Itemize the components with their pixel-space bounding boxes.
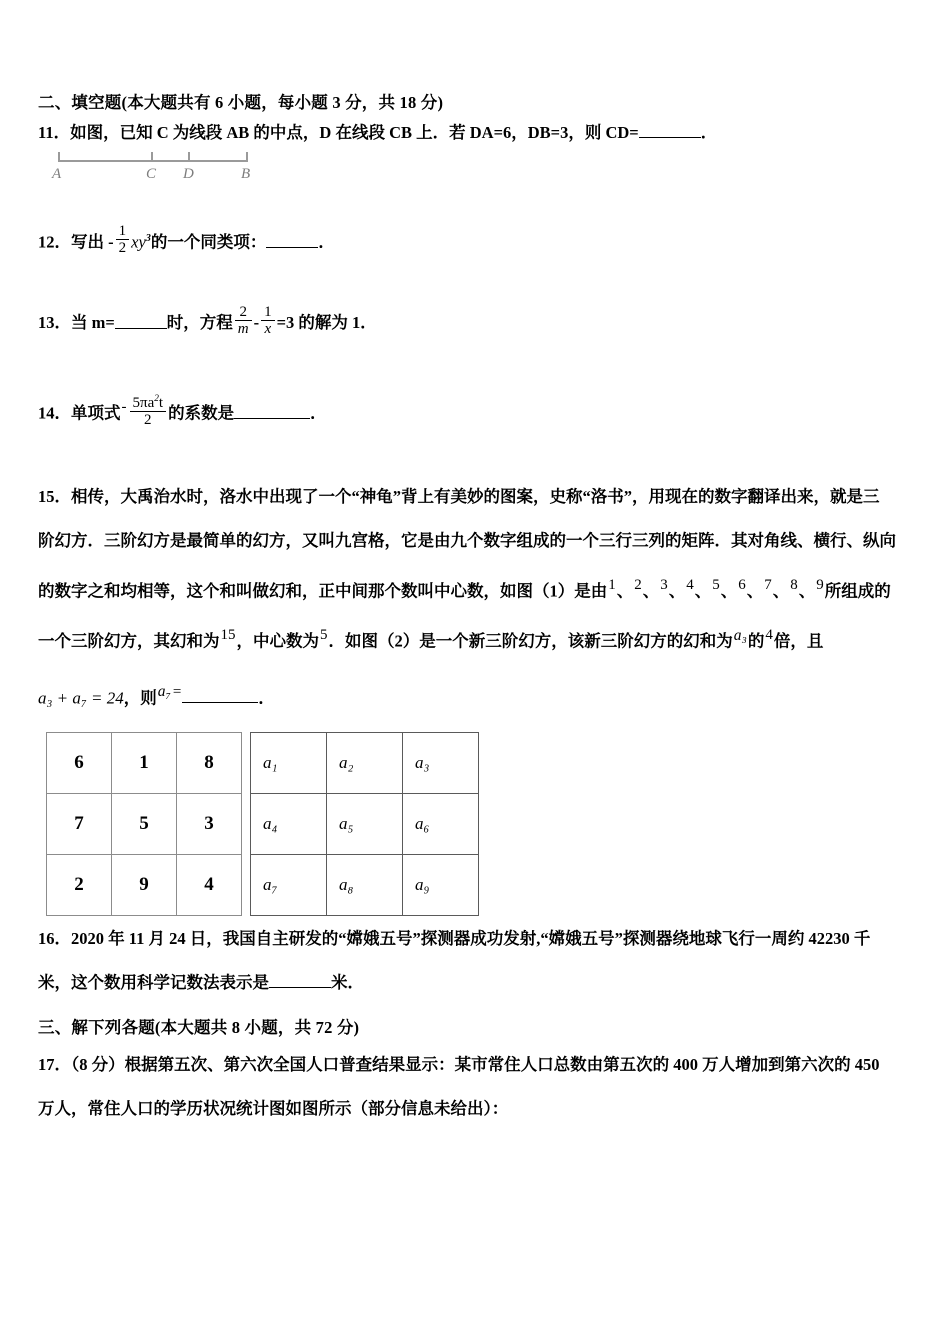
luoshu-magic-square-figure-1: [46, 732, 242, 916]
question-17-line2-wrap: [38, 1087, 916, 1131]
sep-5: 、: [720, 581, 738, 601]
question-15-line3-a: 的数字之和均相等，这个和叫做幻和，正中间那个数叫中心数，如图（1）是由: [38, 581, 608, 601]
cell-a4: a₄: [251, 794, 327, 855]
question-15-line5-wrap: [38, 672, 916, 719]
cell-r1c1: 6: [47, 733, 112, 794]
question-16-answer-blank[interactable]: [269, 987, 331, 988]
question-15-line3-b: 所组成的: [824, 581, 891, 601]
question-11-number: 11．: [38, 123, 71, 142]
question-16: [38, 917, 916, 961]
cell-r3c2: 9: [112, 855, 177, 916]
question-17-number: 17．: [38, 1055, 71, 1075]
cell-a1: a₁: [251, 733, 327, 794]
magic-number-6: 6: [738, 576, 746, 593]
variable-magic-square-figure-2: [250, 732, 479, 916]
question-15-line4-wrap: [38, 613, 916, 664]
segment-label-c: C: [146, 166, 157, 182]
question-16-line2-wrap: [38, 961, 916, 1005]
sep-4: 、: [694, 581, 712, 601]
segment-tick-d: [188, 152, 190, 161]
magic-number-1: 1: [608, 576, 616, 593]
magic-number-2: 2: [634, 576, 642, 593]
question-17-line1: （8 分）根据第五次、第六次全国人口普查结果显示：某市常住人口总数由第五次的 400 万人增加到第六次的 450: [71, 1055, 880, 1075]
question-11-segment-figure: [48, 148, 278, 194]
cell-a2: a₂: [327, 733, 403, 794]
question-16-number: 16．: [38, 929, 71, 949]
fraction-denominator: x: [264, 321, 272, 338]
question-12-period: ．: [318, 232, 335, 252]
question-15-line2-wrap: [38, 519, 916, 563]
page-content: [38, 88, 916, 1131]
segment-label-d: D: [183, 166, 194, 182]
fraction-denominator: 2: [144, 411, 152, 428]
question-15-line4-e: 倍，且: [773, 631, 824, 651]
question-13-minus: -: [253, 313, 260, 333]
magic-number-9: 9: [816, 576, 824, 593]
question-12-answer-blank[interactable]: [266, 247, 318, 248]
magic-number-5: 5: [712, 576, 720, 593]
variable-a3: a₃: [733, 626, 747, 644]
question-15-period: ．: [258, 688, 275, 708]
question-14-answer-blank[interactable]: [234, 418, 310, 419]
question-11-text: 如图，已知 C 为线段 AB 的中点，D 在线段 CB 上．若 DA=6，DB=3，则 CD=: [70, 123, 639, 142]
question-12-expression: xy: [131, 232, 146, 252]
question-15-comma: ，: [123, 688, 141, 708]
question-15-line2: 阶幻方．三阶幻方是最简单的幻方，又叫九宫格，它是由九个数字组成的一个三行三列的矩阵．其对角线、横行、纵向: [38, 530, 896, 550]
table-row: [251, 733, 479, 794]
question-15-number: 15．: [38, 486, 71, 506]
variable-t: t: [158, 394, 164, 411]
magic-number-3: 3: [660, 576, 668, 593]
question-13-text-c: =3 的解为 1．: [276, 313, 377, 333]
table-row: [47, 794, 242, 855]
segment-line: [58, 160, 248, 162]
sep-7: 、: [772, 581, 790, 601]
question-13-fraction-2: [261, 305, 275, 338]
sep-6: 、: [746, 581, 764, 601]
variable-a7: a₇: [157, 683, 171, 701]
question-14-text-before: 单项式: [71, 403, 121, 423]
cell-r2c2: 5: [112, 794, 177, 855]
cell-a5: a₅: [327, 794, 403, 855]
segment-label-b: B: [241, 166, 251, 182]
fraction-numerator: 1: [261, 305, 275, 321]
variable-a: a: [147, 394, 155, 411]
segment-tick-b: [246, 152, 248, 161]
question-16-line1: 2020 年 11 月 24 日，我国自主研发的“嫦娥五号”探测器成功发射,“嫦娥五号”探测器绕地球飞行一周约 42230 千: [71, 929, 871, 949]
question-12-text-before: 写出 -: [71, 232, 114, 252]
question-17-line2: 万人，常住人口的学历状况统计图如图所示（部分信息未给出）：: [38, 1099, 509, 1119]
cell-r1c3: 8: [177, 733, 242, 794]
cell-a3: a₃: [403, 733, 479, 794]
cell-r2c3: 3: [177, 794, 242, 855]
table-row: [251, 794, 479, 855]
sep-1: 、: [616, 581, 634, 601]
question-17: [38, 1043, 916, 1087]
sep-3: 、: [668, 581, 686, 601]
table-row: [251, 855, 479, 916]
question-15: [38, 475, 916, 519]
multiplier-value: 4: [765, 627, 773, 644]
question-13-answer-blank[interactable]: [115, 328, 167, 329]
section-heading-solve-problems: 三、解下列各题(本大题共 8 小题，共 72 分): [38, 1018, 360, 1038]
fraction-numerator: 1: [116, 224, 130, 240]
exponent-2: 2: [154, 393, 159, 404]
question-14-text-after: 的系数是: [168, 403, 235, 423]
question-12-exponent: 3: [145, 233, 151, 244]
cell-a7: a₇: [251, 855, 327, 916]
question-12-text-middle: 的一个同类项：: [150, 232, 267, 252]
question-13: [38, 304, 916, 340]
table-row: [47, 733, 242, 794]
equation-a3-plus-a7: a₃ + a₇ = 24: [38, 688, 124, 708]
question-15-line4-a: 一个三阶幻方，其幻和为: [38, 631, 220, 651]
question-12-number: 12．: [38, 232, 71, 252]
segment-label-a: A: [52, 166, 62, 182]
section-heading-fill-in-blank: 二、填空题(本大题共有 6 小题，每小题 3 分，共 18 分): [38, 93, 444, 112]
pi-symbol: π: [140, 394, 148, 411]
question-15-answer-blank[interactable]: [182, 702, 258, 703]
question-11: [38, 118, 916, 148]
equals-sign: =: [172, 683, 182, 700]
question-14-minus-sign: -: [121, 399, 127, 416]
question-15-then: 则: [140, 688, 157, 708]
fraction-denominator: 2: [118, 240, 127, 257]
segment-tick-c: [151, 152, 153, 161]
question-13-text-b: 时，方程: [166, 313, 233, 333]
fraction-numerator: [130, 392, 167, 412]
question-14: [38, 392, 916, 430]
magic-number-8: 8: [790, 576, 798, 593]
question-14-period: ．: [310, 403, 327, 423]
magic-square-figures: [38, 732, 916, 917]
question-13-text-a: 当 m=: [71, 313, 115, 333]
question-13-number: 13．: [38, 313, 71, 333]
cell-r3c3: 4: [177, 855, 242, 916]
question-13-fraction-1: [235, 305, 252, 338]
cell-r3c1: 2: [47, 855, 112, 916]
sep-8: 、: [798, 581, 816, 601]
question-15-line1: 相传，大禹治水时，洛水中出现了一个“神龟”背上有美妙的图案，史称“洛书”，用现在的数字翻译出来，就是三: [71, 486, 880, 506]
fraction-numerator: 2: [235, 305, 252, 321]
center-number-value: 5: [320, 627, 328, 644]
question-14-number: 14．: [38, 403, 71, 423]
question-16-line2-b: 米．: [331, 973, 364, 993]
question-11-answer-blank[interactable]: [639, 137, 701, 138]
question-16-line2-a: 米，这个数用科学记数法表示是: [38, 973, 269, 993]
question-15-line4-c: ．如图（2）是一个新三阶幻方，该新三阶幻方的幻和为: [328, 631, 733, 651]
cell-a8: a₈: [327, 855, 403, 916]
question-12-fraction: [116, 224, 130, 257]
cell-r2c1: 7: [47, 794, 112, 855]
question-15-line4-b: ，中心数为: [236, 631, 319, 651]
cell-a6: a₆: [403, 794, 479, 855]
magic-number-4: 4: [686, 576, 694, 593]
question-15-line4-d: 的: [747, 631, 765, 651]
cell-r1c2: 1: [112, 733, 177, 794]
magic-sum-value: 15: [220, 627, 236, 644]
sep-2: 、: [642, 581, 660, 601]
segment-tick-a: [58, 152, 60, 161]
table-row: [47, 855, 242, 916]
magic-number-7: 7: [764, 576, 772, 593]
question-11-period: ．: [700, 123, 718, 142]
coefficient-5: 5: [132, 394, 140, 411]
question-14-fraction: [130, 392, 167, 429]
cell-a9: a₉: [403, 855, 479, 916]
question-15-line3-wrap: [38, 563, 916, 614]
fraction-denominator: m: [237, 321, 249, 338]
question-12: [38, 224, 916, 259]
